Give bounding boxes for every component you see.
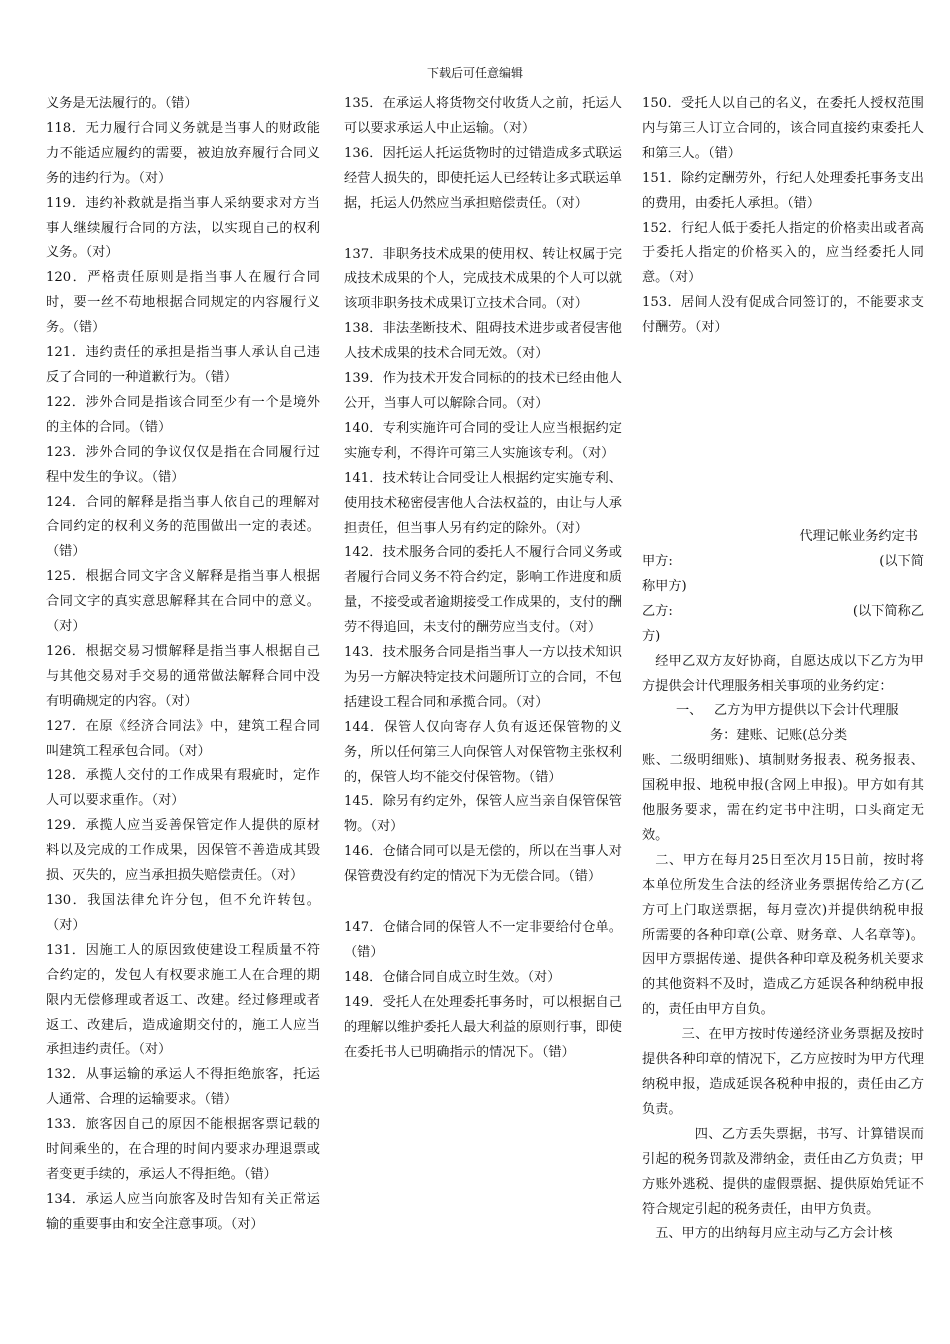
question-item: 143．技术服务合同是指当事人一方以技术知识为另一方解决特定技术问题所订立的合同，不包括建设工程合同和承揽合同。（对）	[344, 645, 622, 710]
question-item: 147．仓储合同的保管人不一定非要给付仓单。（错）	[344, 920, 622, 960]
blank-gap	[642, 341, 924, 523]
question-item: 119．违约补救就是指当事人采纳要求对方当事人继续履行合同的方法，以实现自己的权利义务。（对）	[46, 195, 320, 261]
question-item: 118．无力履行合同义务就是当事人的财政能力不能适应履约的需要，被迫放弃履行合同义务的违约行为。（对）	[46, 120, 320, 186]
clause-1-cont: 务：建账、记账(总分类	[710, 728, 848, 744]
question-item: 151．除约定酬劳外，行纪人处理委托事务支出的费用，由委托人承担。（错）	[642, 170, 924, 211]
question-item: 142．技术服务合同的委托人不履行合同义务或者履行合同义务不符合约定，影响工作进度和质量，不接受或者逾期接受工作成果的，支付的酬劳不得追回，未支付的酬劳应当支付。（对）	[344, 545, 622, 636]
party-b-note: (以下简称乙	[852, 603, 924, 619]
party-b-label: 乙方:	[642, 603, 673, 619]
question-item: 132．从事运输的承运人不得拒绝旅客，托运人通常、合理的运输要求。（错）	[46, 1067, 320, 1108]
question-item: 146．仓储合同可以是无偿的，所以在当事人对保管费没有约定的情况下为无偿合同。（错）	[344, 844, 622, 885]
party-a-cont: 称甲方)	[642, 578, 687, 594]
clause-1-label: 一、	[676, 703, 703, 719]
question-item: 125．根据合同文字含义解释是指当事人根据合同文字的真实意思解释其在合同中的意义。（对）	[46, 569, 320, 635]
question-item: 139．作为技术开发合同标的的技术已经由他人公开，当事人可以解除合同。（对）	[344, 371, 622, 411]
question-item: 144．保管人仅向寄存人负有返还保管物的义务，所以任何第三人向保管人对保管物主张权利的，保管人均不能交付保管物。（错）	[344, 719, 622, 785]
clause-1-text: 乙方为甲方提供以下会计代理服	[714, 703, 899, 719]
question-item: 134．承运人应当向旅客及时告知有关正常运输的重要事由和安全注意事项。（对）	[46, 1191, 320, 1232]
contract-title: 代理记帐业务约定书	[799, 529, 918, 545]
column-1	[46, 92, 320, 1238]
column-2	[344, 92, 622, 1066]
question-item: 148．仓储合同自成立时生效。（对）	[344, 969, 561, 985]
party-b-cont: 方)	[642, 628, 661, 644]
question-item: 141．技术转让合同受让人根据约定实施专利、使用技术秘密侵害他人合法权益的，由让与人承担责任，但当事人另有约定的除外。（对）	[344, 470, 622, 536]
clause-1-body: 账、二级明细账)、填制财务报表、税务报表、国税申报、地税申报(含网上申报)。甲方如有其他服务要求，需在约定书中注明，口头商定无效。	[642, 753, 924, 843]
party-a-note: (以下简	[879, 553, 924, 569]
question-item: 120．严格责任原则是指当事人在履行合同时，要一丝不苟地根据合同规定的内容履行义务。（错）	[46, 270, 320, 336]
question-item: 130．我国法律允许分包，但不允许转包。（对）	[46, 893, 320, 933]
question-item: 129．承揽人应当妥善保管定作人提供的原材料以及完成的工作成果，因保管不善造成其毁损、灭失的，应当承担损失赔偿责任。（对）	[46, 818, 320, 884]
question-item: 121．违约责任的承担是指当事人承认自己违反了合同的一种道歉行为。（错）	[46, 345, 320, 385]
question-item: 136．因托运人托运货物时的过错造成多式联运经营人损失的，即使托运人已经转让多式联运单据，托运人仍然应当承担赔偿责任。（对）	[344, 145, 622, 211]
question-item: 149．受托人在处理委托事务时，可以根据自己的理解以维护委托人最大利益的原则行事，即使在委托书人已明确指示的情况下。（错）	[344, 994, 622, 1060]
question-item: 135．在承运人将货物交付收货人之前，托运人可以要求承运人中止运输。（对）	[344, 96, 622, 136]
question-item: 127．在原《经济合同法》中，建筑工程合同叫建筑工程承包合同。（对）	[46, 718, 320, 759]
clause-3: 三、在甲方按时传递经济业务票据及按时提供各种印章的情况下，乙方应按时为甲方代理纳税申报，造成延误各税种申报的，责任由乙方负责。	[642, 1027, 924, 1117]
blank-gap	[344, 217, 622, 243]
question-item: 137．非职务技术成果的使用权、转让权属于完成技术成果的个人，完成技术成果的个人可以就该项非职务技术成果订立技术合同。（对）	[344, 246, 622, 312]
question-item: 140．专利实施许可合同的受让人应当根据约定实施专利，不得许可第三人实施该专利。（对）	[344, 420, 622, 461]
question-item: 124．合同的解释是指当事人依自己的理解对合同约定的权利义务的范围做出一定的表述。（错）	[46, 494, 320, 560]
party-a-label: 甲方:	[642, 553, 673, 569]
question-item: 123．涉外合同的争议仅仅是指在合同履行过程中发生的争议。（错）	[46, 444, 320, 485]
party-a-line	[642, 550, 924, 575]
party-b-line	[642, 600, 924, 625]
clause-4: 四、乙方丢失票据，书写、计算错误而引起的税务罚款及滞纳金，责任由乙方负责；甲方账外逃税、提供的虚假票据、提供原始凭证不符合规定引起的税务责任，由甲方负责。	[642, 1126, 924, 1217]
question-item: 122．涉外合同是指该合同至少有一个是境外的主体的合同。（错）	[46, 394, 320, 435]
question-item: 126．根据交易习惯解释是指当事人根据自己与其他交易对手交易的通常做法解释合同中没有明确规定的内容。（对）	[46, 643, 320, 709]
column-3	[642, 92, 924, 1247]
question-item: 义务是无法履行的。（错）	[46, 96, 198, 111]
question-item: 128．承揽人交付的工作成果有瑕疵时，定作人可以要求重作。（对）	[46, 768, 320, 809]
page-header: 下载后可任意编辑	[426, 66, 523, 80]
question-item: 152．行纪人低于委托人指定的价格卖出或者高于委托人指定的价格买入的，应当经委托人同意。（对）	[642, 220, 924, 286]
question-item: 150．受托人以自己的名义，在委托人授权范围内与第三人订立合同的，该合同直接约束委托人和第三人。（错）	[642, 96, 924, 161]
blank-gap	[344, 890, 622, 916]
contract-intro: 经甲乙双方友好协商，自愿达成以下乙方为甲方提供会计代理服务相关事项的业务约定：	[642, 653, 924, 694]
question-item: 153．居间人没有促成合同签订的，不能要求支付酬劳。（对）	[642, 295, 924, 336]
clause-5: 五、甲方的出纳每月应主动与乙方会计核	[655, 1226, 893, 1242]
question-item: 133．旅客因自己的原因不能根据客票记载的时间乘坐的，在合理的时间内要求办理退票或者变更手续的，承运人不得拒绝。（错）	[46, 1117, 320, 1182]
question-item: 131．因施工人的原因致使建设工程质量不符合约定的，发包人有权要求施工人在合理的期限内无偿修理或者返工、改建。经过修理或者返工、改建后，造成逾期交付的，施工人应当承担违约责任。（对）	[46, 942, 320, 1058]
question-item: 138．非法垄断技术、阻碍技术进步或者侵害他人技术成果的技术合同无效。（对）	[344, 321, 622, 362]
clause-1-line	[642, 699, 924, 724]
question-item: 145．除另有约定外，保管人应当亲自保管保管物。（对）	[344, 794, 622, 835]
clause-2: 二、甲方在每月25日至次月15日前，按时将本单位所发生合法的经济业务票据传给乙方(乙方可上门取送票据，每月壹次)并提供纳税申报所需要的各种印章(公章、财务章、人名章等)。因甲方票据传递、提供各种印章及税务机关要求的其他资料不及时，造成乙方延误各种纳税申报的，责任由甲方自负。	[642, 852, 924, 1018]
